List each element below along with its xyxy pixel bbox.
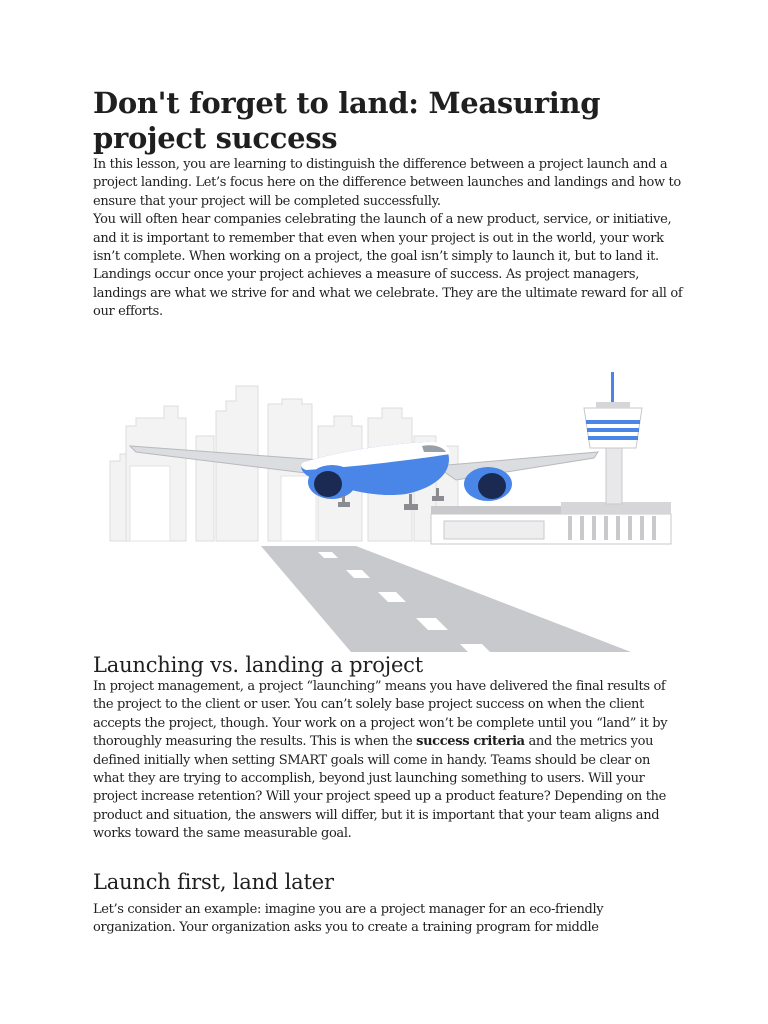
section-launch-first xyxy=(93,869,683,938)
airplane-illustration-svg xyxy=(106,366,672,654)
article-header xyxy=(93,86,683,322)
paragraph-text-after: and the metrics you defined initially when setting SMART goals will come in handy. Teams should be clear on what they are trying to accomplish, beyond just launching something to users. Will your project increase retention? Will your project speed up a product feature? Depending on the product and situation, the answers will differ, but it is important that your team aligns and works toward the same measurable goal. xyxy=(93,734,666,842)
success-criteria-term: success criteria xyxy=(416,734,525,750)
control-tower xyxy=(584,372,642,504)
section-heading: Launching vs. landing a project xyxy=(93,653,423,677)
intro-paragraph-2: You will often hear companies celebrating the launch of a new product, service, or initiative, and it is important to remember that even when your project is out in the world, your work isn’t complete. When working on a project, the goal isn’t simply to launch it, but to land it. Landings occur once your project achieves a measure of success. As project managers, landings are what we strive for and what we celebrate. They are the ultimate reward for all of our efforts. xyxy=(93,212,683,320)
intro-paragraph-1: In this lesson, you are learning to distinguish the difference between a project launch and a project landing. Let’s focus here on the difference between launches and landings and how to ensure that your project will be completed successfully. xyxy=(93,157,681,209)
section-heading: Launch first, land later xyxy=(93,870,334,894)
section-paragraph xyxy=(93,678,683,844)
section-launching-vs-landing xyxy=(93,652,683,844)
airplane-landing-illustration xyxy=(106,366,672,654)
airport-terminal xyxy=(431,502,671,544)
runway xyxy=(261,546,631,652)
section-paragraph: Let’s consider an example: imagine you are a project manager for an eco-friendly organization. Your organization asks you to create a training program for middle xyxy=(93,902,604,936)
page-title: Don't forget to land: Measuring project success xyxy=(93,86,601,155)
paragraph-text-before: In project management, a project “launching” means you have delivered the final results of the project to the client or user. You can’t solely base project success on when the client accepts the project, though. Your work on a project won’t be complete until you “land” it by thoroughly measuring the results. This is when the xyxy=(93,679,668,750)
